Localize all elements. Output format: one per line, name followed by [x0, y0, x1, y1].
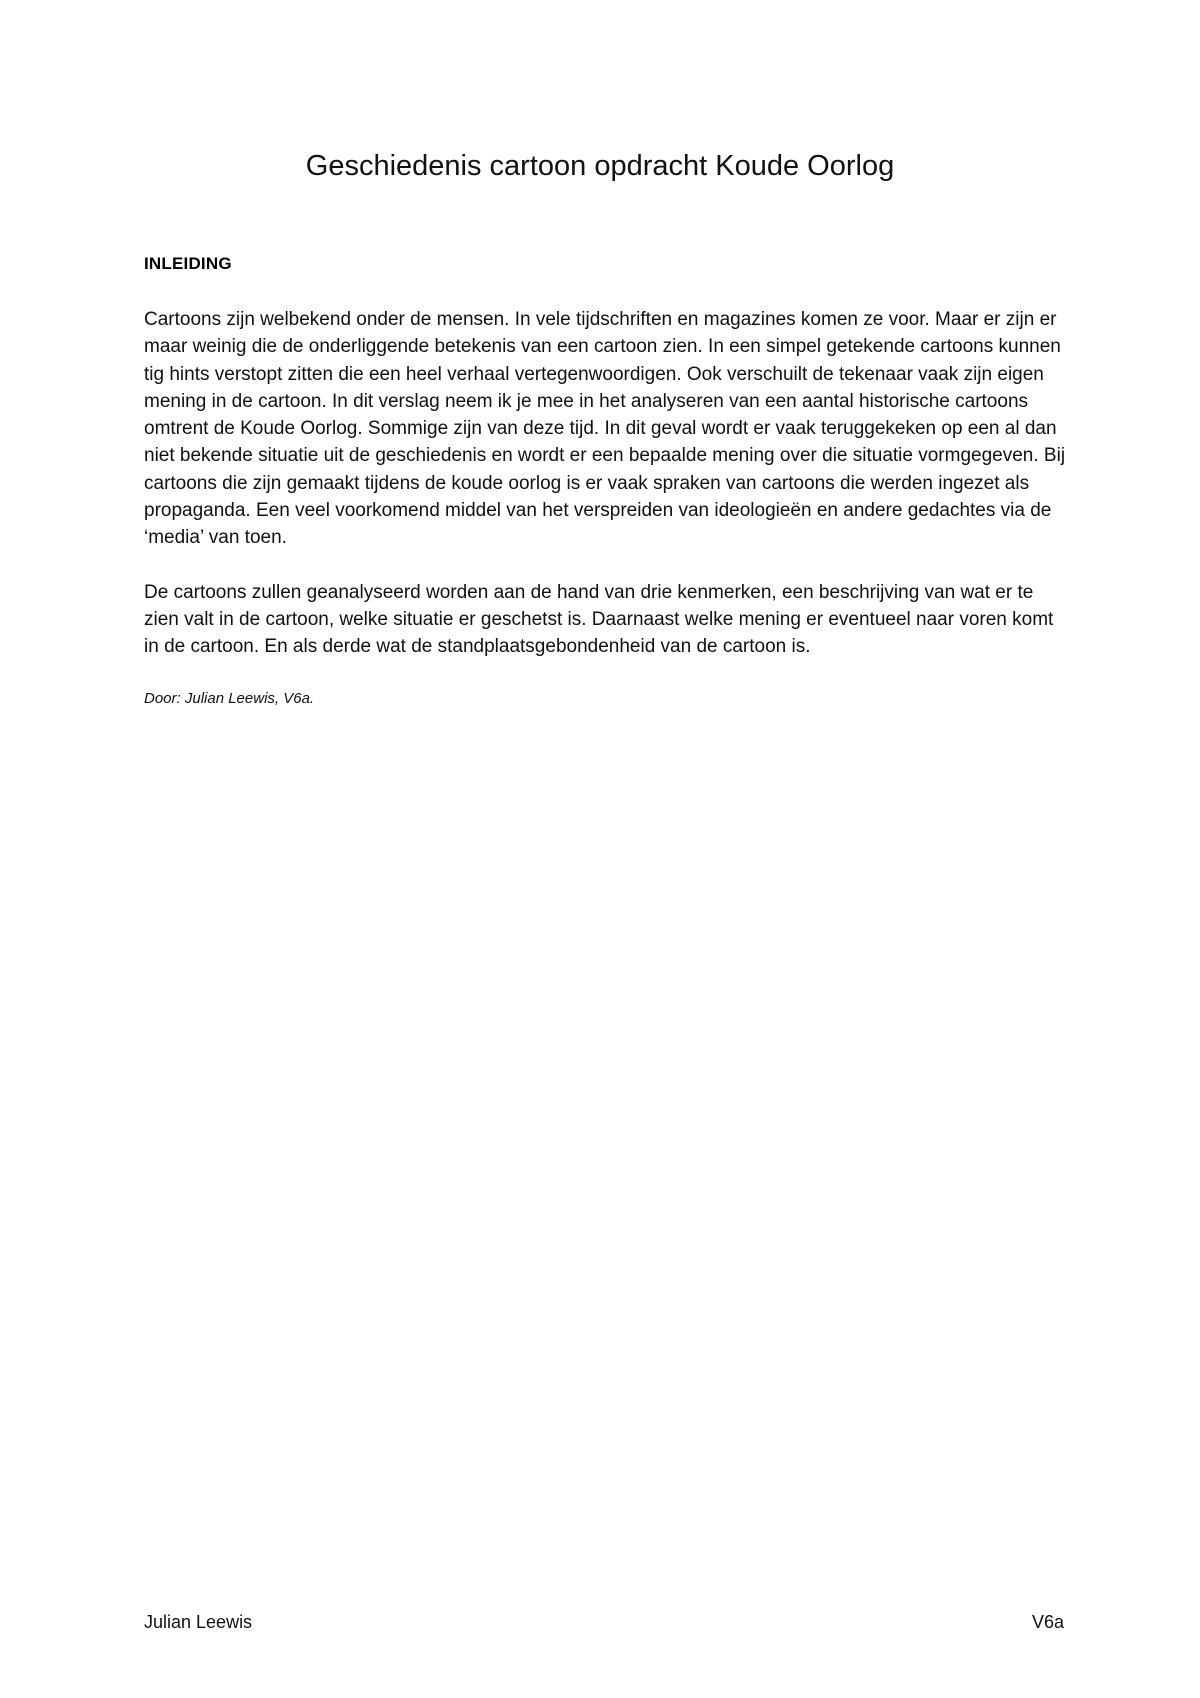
- footer-author: Julian Leewis: [144, 1612, 253, 1632]
- intro-paragraph-1: Cartoons zijn welbekend onder de mensen. In vele tijdschriften en magazines komen ze voor. Maar er zijn er maar weinig die de onderliggende betekenis van een cartoon zien. In een simpel getekende cartoons kunnen tig hints verstopt zitten die een heel verhaal vertegenwoordigen. Ook verschuilt de tekenaar vaak zijn eigen mening in de cartoon. In dit verslag neem ik je mee in het analyseren van een aantal historische cartoons omtrent de Koude Oorlog. Sommige zijn van deze tijd. In dit geval wordt er vaak teruggekeken op een al dan niet bekende situatie uit de geschiedenis en wordt er een bepaalde mening over die situatie vormgegeven. Bij cartoons die zijn gemaakt tijdens de koude oorlog is er vaak spraken van cartoons die werden ingezet als propaganda. Een veel voorkomend middel van het verspreiden van ideologieën en andere gedachtes via de ‘media’ van toen.: [144, 309, 1066, 549]
- section-heading: INLEIDING: [144, 254, 232, 273]
- intro-paragraph-2: De cartoons zullen geanalyseerd worden aan de hand van drie kenmerken, een beschrijving van wat er te zien valt in de cartoon, welke situatie er geschetst is. Daarnaast welke mening er eventueel naar voren komt in de cartoon. En als derde wat de standplaatsgebondenheid van de cartoon is.: [144, 581, 1054, 658]
- document-body: [144, 252, 1068, 710]
- footer-class: V6a: [1031, 1612, 1064, 1632]
- author-line: Door: Julian Leewis, V6a.: [144, 689, 315, 707]
- page-title: Geschiedenis cartoon opdracht Koude Oorlog: [305, 150, 895, 182]
